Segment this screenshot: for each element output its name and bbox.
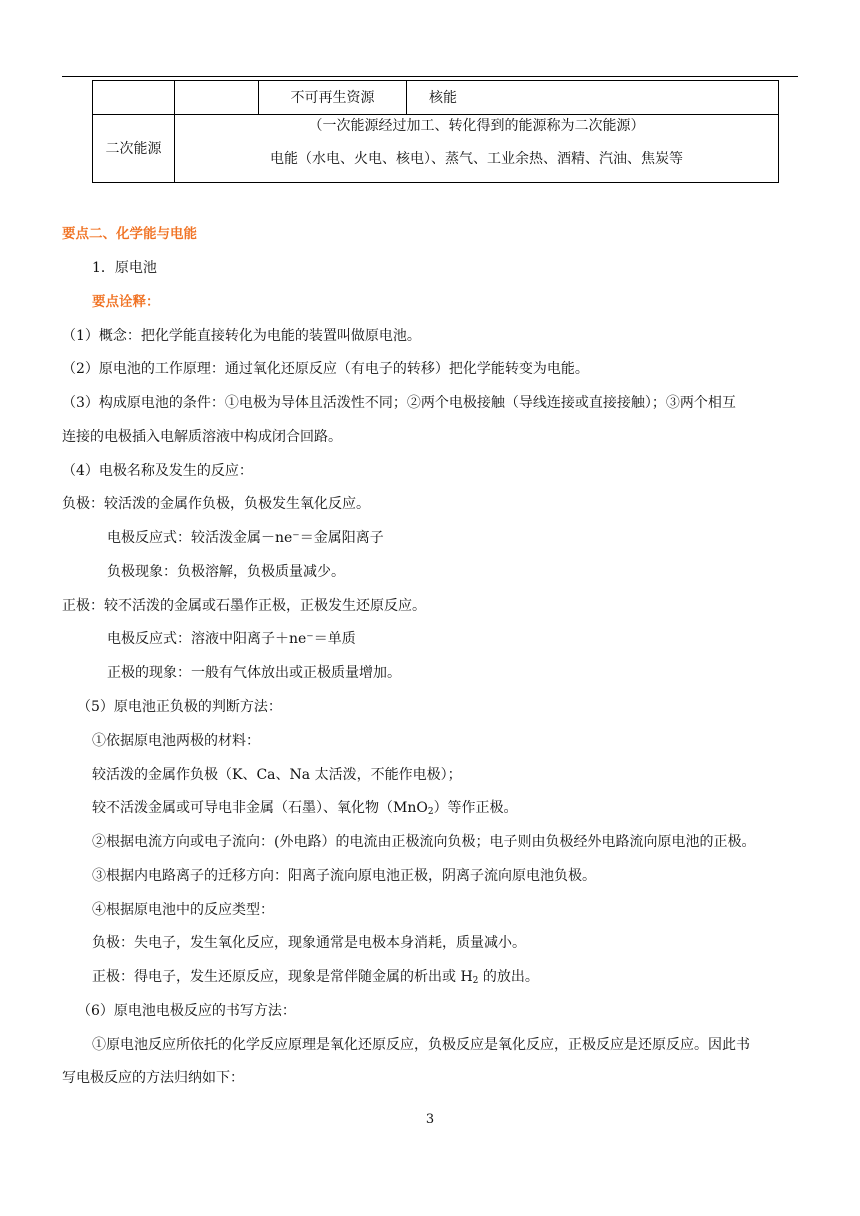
table-row-label: 二次能源 [93,115,175,183]
text-span: 正极：得电子，发生还原反应，现象是常伴随金属的析出或 H [92,969,473,985]
paragraph: ①原电池反应所依托的化学反应原理是氧化还原反应，负极反应是氧化反应，正极反应是还原反应。因此书 [92,1037,750,1053]
paragraph [92,967,539,991]
paragraph: ②根据电流方向或电子流向：(外电路）的电流由正极流向负极；电子则由负极经外电路流向原电池的正极。 [92,834,756,850]
paragraph: 负极：失电子，发生氧化反应，现象通常是电极本身消耗，质量减小。 [92,935,526,951]
paragraph [92,798,518,822]
subscript: 2 [427,807,434,817]
table-cell: 不可再生资源 [259,81,407,115]
paragraph: 电极反应式：溶液中阳离子＋ne⁻＝单质 [107,631,356,647]
key-points-label: 要点诠释： [92,294,160,310]
section-title: 要点二、化学能与电能 [62,226,197,242]
table-row [93,81,779,115]
paragraph: ③根据内电路离子的迁移方向：阳离子流向原电池正极，阴离子流向原电池负极。 [92,868,596,884]
table-cell-line: （一次能源经过加工、转化得到的能源称为二次能源） [308,117,645,134]
energy-table [92,80,779,183]
paragraph: （2）原电池的工作原理：通过氧化还原反应（有电子的转移）把化学能转变为电能。 [62,361,589,377]
paragraph: ①依据原电池两极的材料： [92,733,260,749]
paragraph: 正极：较不活泼的金属或石墨作正极，正极发生还原反应。 [62,598,426,614]
text-span: 较不活泼金属或可导电非金属（石墨）、氧化物（MnO [92,800,428,816]
paragraph: （3）构成原电池的条件：①电极为导体且活泼性不同；②两个电极接触（导线连接或直接接触）；③两个相互 [62,395,736,411]
header-rule [62,76,798,77]
paragraph: （5）原电池正负极的判断方法： [77,699,282,715]
paragraph: 负极现象：负极溶解，负极质量减少。 [107,564,345,580]
paragraph: 正极的现象：一般有气体放出或正极质量增加。 [107,665,401,681]
subscript: 2 [472,976,479,986]
table-cell [175,115,779,183]
page-number: 3 [425,1112,435,1127]
table-cell [175,81,259,115]
item-heading: 1．原电池 [92,260,157,276]
text-span: ）等作正极。 [433,800,518,816]
paragraph: 较活泼的金属作负极（K、Ca、Na 太活泼，不能作电极）； [92,767,462,783]
text-span: 的放出。 [478,969,539,985]
paragraph: 连接的电极插入电解质溶液中构成闭合回路。 [62,429,342,445]
paragraph: 电极反应式：较活泼金属－ne⁻＝金属阳离子 [107,530,384,546]
paragraph: 负极：较活泼的金属作负极，负极发生氧化反应。 [62,496,370,512]
paragraph: （6）原电池电极反应的书写方法： [77,1003,296,1019]
paragraph: ④根据原电池中的反应类型： [92,902,274,918]
table-cell: 核能 [407,81,779,115]
paragraph: （1）概念：把化学能直接转化为电能的装置叫做原电池。 [62,328,421,344]
table-row [93,115,779,183]
paragraph: （4）电极名称及发生的反应： [62,463,253,479]
table-cell-line: 电能（水电、火电、核电）、蒸气、工业余热、酒精、汽油、焦炭等 [270,150,683,167]
paragraph: 写电极反应的方法归纳如下： [62,1070,244,1086]
table-cell [93,81,175,115]
